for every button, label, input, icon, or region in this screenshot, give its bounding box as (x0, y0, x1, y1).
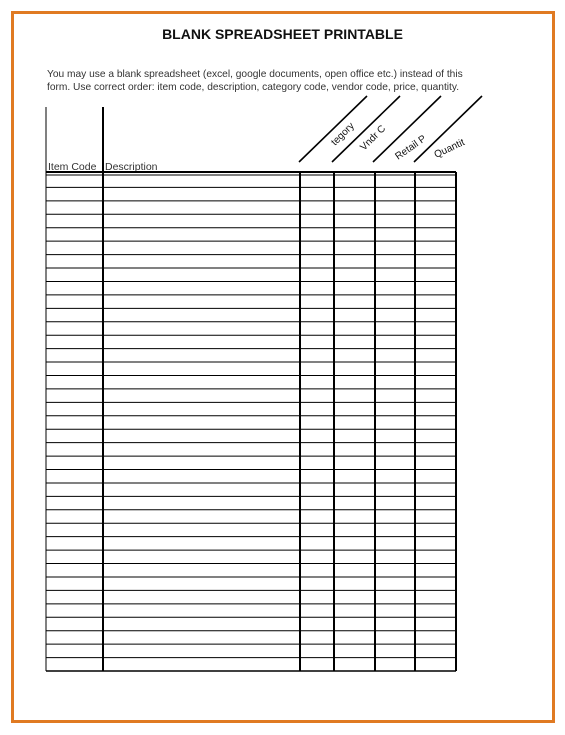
diagonal-rule-category (299, 96, 367, 162)
column-header-category: tegory (329, 120, 357, 149)
page-title: BLANK SPREADSHEET PRINTABLE (162, 26, 403, 42)
column-header-retail-price: Retail P (393, 133, 429, 163)
instructions-text: You may use a blank spreadsheet (excel, google documents, open office etc.) instead of this form. Use correct order: item code, description, category code, vendor code, price, quantity. (47, 69, 463, 93)
column-header-description: Description (105, 161, 158, 173)
column-header-quantity: Quantit (432, 137, 467, 161)
column-header-item-code: Item Code (48, 161, 97, 173)
grid-lines (46, 172, 456, 671)
column-header-vendor-code: Vndr C (358, 123, 389, 154)
